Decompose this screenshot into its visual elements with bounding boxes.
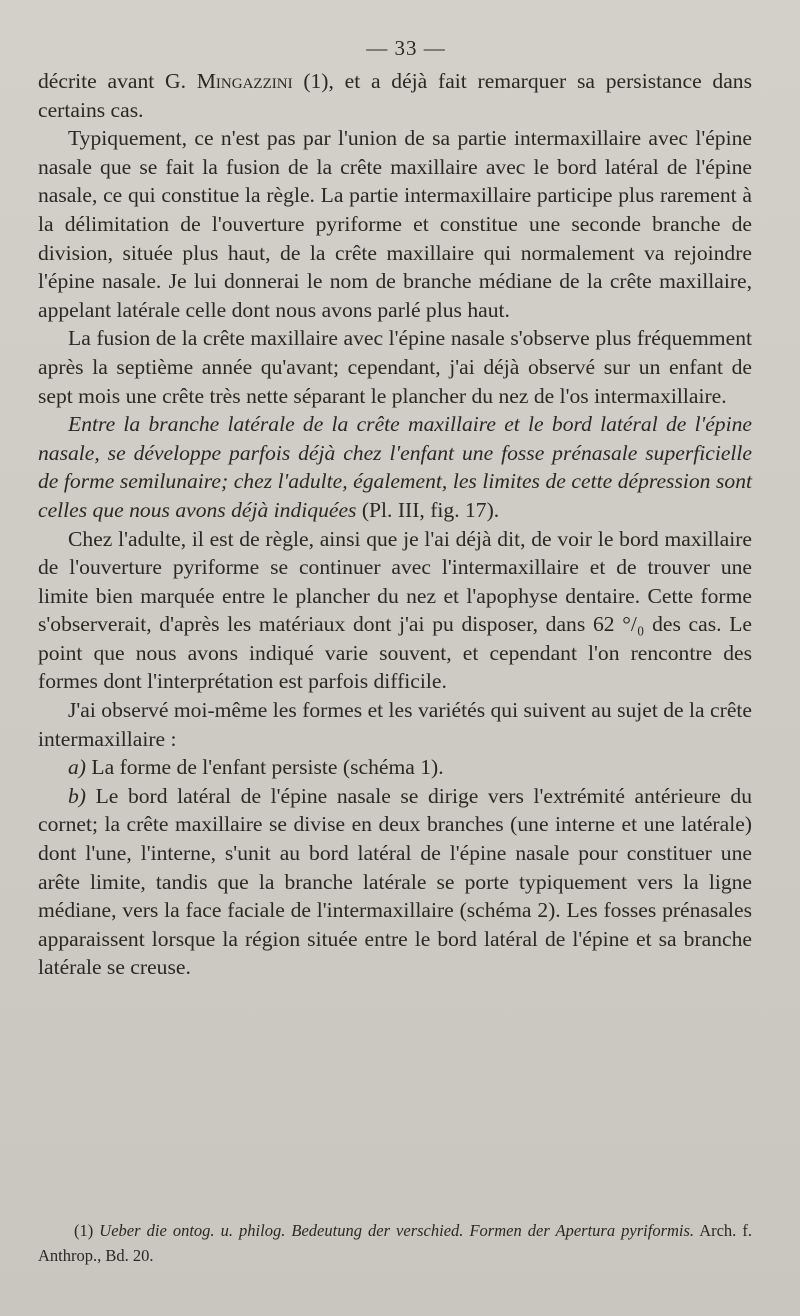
list-text: Le bord latéral de l'épine nasale se dirige vers l'extrémité antérieure du cornet; la crête maxillaire se divise en deux branches (une interne et une latérale) dont l'une, l'interne, s'unit au bord latéral de l'épine nasale pour constituer une arête limite, tandis que la branche latérale se porte typiquement vers la ligne médiane, vers la face faciale de l'intermaxillaire (schéma 2). Les fosses prénasales apparaissent lorsque la région située entre le bord latéral de l'épine et sa branche latérale se creuse. [38, 783, 752, 980]
plate-reference: (Pl. III, fig. 17). [356, 497, 500, 522]
paragraph: Chez l'adulte, il est de règle, ainsi que je l'ai déjà dit, de voir le bord maxillaire de l'ouverture pyriforme se continuer avec l'intermaxillaire et de trouver une limite bien marquée entre le plancher du nez et l'apophyse dentaire. Cette forme s'observerait, d'après les matériaux dont j'ai pu disposer, dans 62 °/₀ des cas. Le point que nous avons indiqué varie souvent, et cependant l'on rencontre des formes dont l'interprétation est parfois difficile. [38, 526, 752, 694]
list-text: La forme de l'enfant persiste (schéma 1). [86, 755, 444, 780]
text-run: (1), et a déjà fait remarquer sa persistance dans certains cas. [38, 69, 752, 122]
footnote [38, 1218, 752, 1268]
paragraph: Typiquement, ce n'est pas par l'union de sa partie intermaxillaire avec l'épine nasale que se fait la fusion de la crête maxillaire avec le bord latéral de l'épine nasale, ce qui constitue la règle. La partie intermaxillaire participe plus rarement à la délimitation de l'ouverture pyriforme et constitue une seconde branche de division, située plus haut, de la crête maxillaire qui normalement va rejoindre l'épine nasale. Je lui donnerai le nom de branche médiane de la crête maxillaire, appelant latérale celle dont nous avons parlé plus haut. [38, 126, 752, 322]
footnote-marker: (1) [74, 1221, 94, 1240]
page-number: — 33 — [366, 36, 446, 60]
paragraph-italic [38, 410, 752, 524]
paragraph: La fusion de la crête maxillaire avec l'épine nasale s'observe plus fréquemment après la septième année qu'avant; cependant, j'ai déjà observé sur un enfant de sept mois une crête très nette séparant le plancher du nez de l'os intermaxillaire. [38, 326, 752, 408]
paragraph: J'ai observé moi-même les formes et les variétés qui suivent au sujet de la crête intermaxillaire : [38, 698, 752, 751]
footnote-source: Arch. f. Anthrop., Bd. 20. [38, 1221, 752, 1265]
list-item-b [38, 782, 752, 982]
text-run: décrite avant G. [38, 69, 197, 93]
paragraph-continuation [38, 67, 752, 124]
page-body [38, 67, 752, 982]
italic-text: Entre la branche latérale de la crête maxillaire et le bord latéral de l'épine nasale, se développe parfois déjà chez l'enfant une fosse prénasale superficielle de forme semilunaire; chez l'adulte, également, les limites de cette dépression sont celles que nous avons déjà indiquées [38, 412, 752, 522]
footnote-title: Ueber die ontog. u. philog. Bedeutung der verschied. Formen der Apertura pyriformis. [93, 1221, 695, 1240]
list-item-a [38, 753, 752, 782]
list-marker: a) [68, 755, 86, 780]
author-name: Mingazzini [196, 69, 293, 93]
list-marker: b) [68, 783, 86, 808]
